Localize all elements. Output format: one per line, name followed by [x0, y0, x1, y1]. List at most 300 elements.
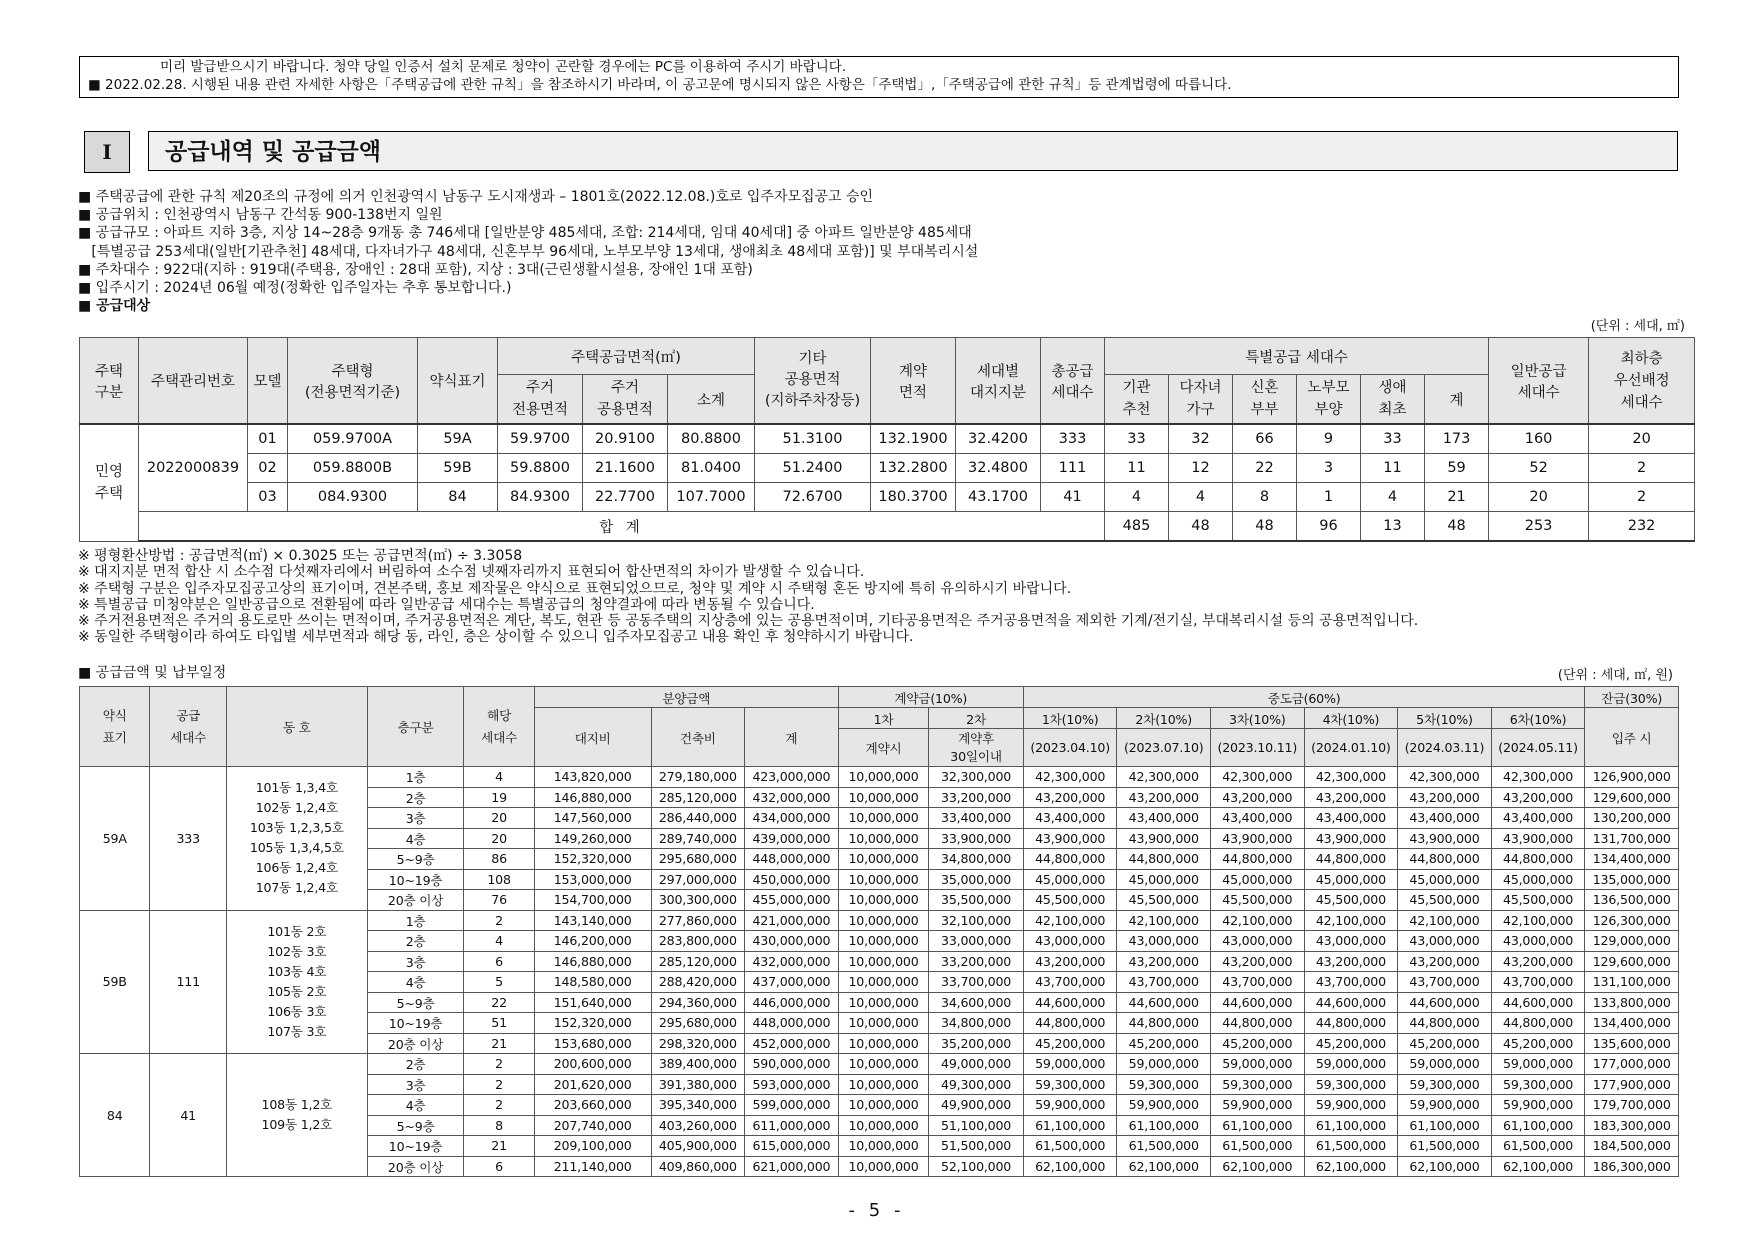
price-cell: 44,800,000 — [1117, 849, 1211, 870]
price-cell: 61,500,000 — [1117, 1136, 1211, 1157]
price-cell: 42,300,000 — [1304, 767, 1398, 788]
header-elderly: 노부모 부양 — [1297, 375, 1361, 425]
price-cell: 61,500,000 — [1023, 1136, 1117, 1157]
price-cell: 1층 — [367, 767, 464, 788]
header-land: 세대별 대지지분 — [956, 338, 1041, 425]
price-cell: 153,680,000 — [534, 1033, 651, 1054]
notice-line-1: 미리 발급받으시기 바랍니다. 청약 당일 인증서 설치 문제로 청약이 곤란할 경우에는 PC를 이용하여 주시기 바랍니다. — [160, 59, 847, 75]
price-cell: 300,300,000 — [651, 890, 745, 911]
table-cell: 84.9300 — [498, 483, 583, 512]
price-cell: 43,900,000 — [1211, 828, 1305, 849]
price-cell: 615,000,000 — [745, 1136, 839, 1157]
header-other-area: 기타 공용면적 (지하주차장등) — [755, 338, 871, 425]
price-cell: 59,000,000 — [1023, 1054, 1117, 1075]
p-header-floor: 층구분 — [367, 687, 464, 767]
info-item: ■ 주차대수 : 922대(지하 : 919대(주택용, 장애인 : 28대 포함), 지상 : 3대(근린생활시설용, 장애인 1대 포함) — [78, 261, 753, 278]
price-cell: 61,500,000 — [1398, 1136, 1492, 1157]
price-cell: 21 — [464, 1136, 534, 1157]
price-cell: 10,000,000 — [838, 1013, 929, 1034]
table-cell: 20 — [1489, 483, 1589, 512]
price-cell: 20층 이상 — [367, 1156, 464, 1177]
supply-target-unit: (단위 : 세대, ㎡) — [1590, 319, 1685, 334]
price-cell: 211,140,000 — [534, 1156, 651, 1177]
price-cell: 43,200,000 — [1491, 787, 1585, 808]
p-header-d2-when: 계약후 30일이내 — [929, 729, 1024, 767]
price-cell: 43,400,000 — [1023, 808, 1117, 829]
price-cell: 10,000,000 — [838, 951, 929, 972]
price-cell: 10~19층 — [367, 869, 464, 890]
price-cell: 59,900,000 — [1117, 1095, 1211, 1116]
price-cell: 59,300,000 — [1491, 1074, 1585, 1095]
p-header-m6: 6차(10%) — [1491, 708, 1585, 729]
price-cell: 203,660,000 — [534, 1095, 651, 1116]
supply-target-table — [79, 337, 1695, 542]
price-cell: 61,100,000 — [1398, 1115, 1492, 1136]
p-header-building: 건축비 — [651, 708, 745, 767]
price-cell: 43,900,000 — [1304, 828, 1398, 849]
price-cell: 131,700,000 — [1585, 828, 1679, 849]
table-cell: 84 — [418, 483, 498, 512]
p-header-m2-date: (2023.07.10) — [1117, 729, 1211, 767]
price-cell: 62,100,000 — [1023, 1156, 1117, 1177]
price-cell: 6 — [464, 1156, 534, 1177]
price-cell: 62,100,000 — [1398, 1156, 1492, 1177]
price-cell: 152,320,000 — [534, 1013, 651, 1034]
price-cell: 45,000,000 — [1304, 869, 1398, 890]
price-cell: 43,700,000 — [1023, 972, 1117, 993]
info-item: ■ 공급규모 : 아파트 지하 3층, 지상 14~28층 9개동 총 746세대 [일반분양 485세대, 조합: 214세대, 임대 40세대] 중 아파트 일반분양 485세대 — [78, 225, 972, 242]
price-cell: 43,700,000 — [1117, 972, 1211, 993]
price-cell: 44,800,000 — [1211, 1013, 1305, 1034]
table-cell: 160 — [1489, 424, 1589, 454]
p-header-d2: 2차 — [929, 708, 1024, 729]
dongho-line: 101동 1,3,4호 — [255, 780, 338, 796]
header-exclusive: 주거 전용면적 — [498, 375, 583, 425]
total-cell: 232 — [1589, 512, 1695, 542]
dongho-line: 103동 1,2,3,5호 — [249, 820, 344, 836]
table-cell: 111 — [1041, 454, 1105, 483]
price-unit: (단위 : 세대, ㎡, 원) — [1557, 668, 1673, 683]
price-cell: 153,000,000 — [534, 869, 651, 890]
price-cell: 43,700,000 — [1211, 972, 1305, 993]
price-cell: 45,200,000 — [1023, 1033, 1117, 1054]
price-cell: 5~9층 — [367, 849, 464, 870]
info-item: ■ 공급위치 : 인천광역시 남동구 간석동 900-138번지 일원 — [78, 207, 443, 224]
price-cell: 43,400,000 — [1304, 808, 1398, 829]
price-cell: 389,400,000 — [651, 1054, 745, 1075]
price-cell: 44,600,000 — [1117, 992, 1211, 1013]
table-cell: 9 — [1297, 424, 1361, 454]
price-cell: 448,000,000 — [745, 849, 839, 870]
table-row — [80, 424, 1695, 454]
table-cell: 8 — [1233, 483, 1297, 512]
price-cell: 285,120,000 — [651, 951, 745, 972]
p-header-m6-date: (2024.05.11) — [1491, 729, 1585, 767]
header-subtotal: 소계 — [668, 375, 755, 425]
table-cell: 51.2400 — [755, 454, 871, 483]
price-cell: 295,680,000 — [651, 1013, 745, 1034]
price-cell: 2 — [464, 1054, 534, 1075]
section-number: I — [84, 131, 130, 173]
price-cell: 129,000,000 — [1585, 931, 1679, 952]
price-cell: 44,800,000 — [1491, 1013, 1585, 1034]
price-abbr-cell: 59B — [80, 910, 150, 1054]
price-cell: 20 — [464, 828, 534, 849]
price-cell: 45,500,000 — [1491, 890, 1585, 911]
p-header-m4: 4차(10%) — [1304, 708, 1398, 729]
price-cell: 33,200,000 — [929, 787, 1024, 808]
price-cell: 59,000,000 — [1211, 1054, 1305, 1075]
price-cell: 129,600,000 — [1585, 787, 1679, 808]
dongho-line: 105동 2호 — [267, 983, 327, 999]
price-cell: 44,800,000 — [1023, 1013, 1117, 1034]
price-cell: 146,880,000 — [534, 787, 651, 808]
price-cell: 43,700,000 — [1491, 972, 1585, 993]
price-cell: 130,200,000 — [1585, 808, 1679, 829]
price-cell: 42,300,000 — [1211, 767, 1305, 788]
price-cell: 43,700,000 — [1398, 972, 1492, 993]
price-cell: 45,500,000 — [1211, 890, 1305, 911]
price-cell: 4 — [464, 767, 534, 788]
price-cell: 8 — [464, 1115, 534, 1136]
note-item: ※ 동일한 주택형이라 하여도 타입별 세부면적과 해당 동, 라인, 층은 상이할 수 있으니 입주자모집공고 내용 확인 후 청약하시기 바랍니다. — [78, 629, 914, 646]
price-cell: 42,100,000 — [1211, 910, 1305, 931]
price-cell: 129,600,000 — [1585, 951, 1679, 972]
price-cell: 62,100,000 — [1491, 1156, 1585, 1177]
table-cell: 51.3100 — [755, 424, 871, 454]
price-cell: 44,800,000 — [1117, 1013, 1211, 1034]
price-cell: 44,800,000 — [1398, 1013, 1492, 1034]
price-cell: 136,500,000 — [1585, 890, 1679, 911]
table-cell: 11 — [1361, 454, 1425, 483]
table-cell: 3 — [1297, 454, 1361, 483]
price-cell: 62,100,000 — [1211, 1156, 1305, 1177]
table-cell: 132.2800 — [871, 454, 956, 483]
price-cell: 147,560,000 — [534, 808, 651, 829]
header-newlywed: 신혼 부부 — [1233, 375, 1297, 425]
p-header-m5-date: (2024.03.11) — [1398, 729, 1492, 767]
p-header-land: 대지비 — [534, 708, 651, 767]
price-cell: 34,800,000 — [929, 1013, 1024, 1034]
header-special: 특별공급 세대수 — [1105, 338, 1489, 375]
price-cell: 10,000,000 — [838, 1115, 929, 1136]
price-cell: 44,800,000 — [1211, 849, 1305, 870]
price-cell: 10,000,000 — [838, 808, 929, 829]
table-cell: 80.8800 — [668, 424, 755, 454]
price-cell: 151,640,000 — [534, 992, 651, 1013]
price-cell: 42,300,000 — [1398, 767, 1492, 788]
table-cell: 20 — [1589, 424, 1695, 454]
price-cell: 49,000,000 — [929, 1054, 1024, 1075]
price-cell: 51,500,000 — [929, 1136, 1024, 1157]
header-multichild: 다자녀 가구 — [1169, 375, 1233, 425]
p-header-units: 공급 세대수 — [150, 687, 226, 767]
price-cell: 177,000,000 — [1585, 1054, 1679, 1075]
p-header-abbr: 약식 표기 — [80, 687, 150, 767]
table-cell: 2 — [1589, 483, 1695, 512]
price-cell: 61,500,000 — [1304, 1136, 1398, 1157]
note-item: ※ 특별공급 미청약분은 일반공급으로 전환됨에 따라 일반공급 세대수는 특별공급의 청약결과에 따라 변동될 수 있습니다. — [78, 596, 815, 613]
price-cell: 446,000,000 — [745, 992, 839, 1013]
price-cell: 2층 — [367, 931, 464, 952]
price-cell: 297,000,000 — [651, 869, 745, 890]
price-cell: 432,000,000 — [745, 951, 839, 972]
price-cell: 294,360,000 — [651, 992, 745, 1013]
price-cell: 430,000,000 — [745, 931, 839, 952]
table-cell: 173 — [1425, 424, 1489, 454]
price-cell: 44,600,000 — [1491, 992, 1585, 1013]
price-cell: 43,200,000 — [1211, 951, 1305, 972]
price-cell: 43,200,000 — [1304, 951, 1398, 972]
price-cell: 21 — [464, 1033, 534, 1054]
price-cell: 423,000,000 — [745, 767, 839, 788]
price-cell: 44,600,000 — [1398, 992, 1492, 1013]
price-cell: 59,300,000 — [1211, 1074, 1305, 1095]
table-row — [80, 483, 1695, 512]
price-cell: 43,200,000 — [1023, 951, 1117, 972]
price-cell: 590,000,000 — [745, 1054, 839, 1075]
header-firsttime: 생애 최초 — [1361, 375, 1425, 425]
price-cell: 22 — [464, 992, 534, 1013]
total-cell: 48 — [1169, 512, 1233, 542]
header-common: 주거 공용면적 — [583, 375, 668, 425]
price-cell: 42,300,000 — [1491, 767, 1585, 788]
table-cell: 059.9700A — [288, 424, 418, 454]
price-cell: 59,300,000 — [1398, 1074, 1492, 1095]
price-cell: 289,740,000 — [651, 828, 745, 849]
price-cell: 2 — [464, 910, 534, 931]
price-cell: 44,800,000 — [1491, 849, 1585, 870]
price-cell: 146,880,000 — [534, 951, 651, 972]
note-item: ※ 대지지분 면적 합산 시 소수점 다섯째자리에서 버림하여 소수점 넷째자리까지 표현되어 합산면적의 차이가 발생할 수 있습니다. — [78, 564, 865, 581]
notes-list — [78, 548, 1698, 646]
p-header-m1-date: (2023.04.10) — [1023, 729, 1117, 767]
table-cell: 22.7700 — [583, 483, 668, 512]
price-cell: 6 — [464, 951, 534, 972]
price-cell: 611,000,000 — [745, 1115, 839, 1136]
price-cell: 49,300,000 — [929, 1074, 1024, 1095]
price-cell: 62,100,000 — [1117, 1156, 1211, 1177]
price-cell: 33,400,000 — [929, 808, 1024, 829]
p-header-m4-date: (2024.01.10) — [1304, 729, 1398, 767]
dongho-cell — [226, 1054, 367, 1177]
price-row — [80, 1054, 1679, 1075]
price-cell: 43,700,000 — [1304, 972, 1398, 993]
price-cell: 201,620,000 — [534, 1074, 651, 1095]
price-cell: 34,600,000 — [929, 992, 1024, 1013]
price-cell: 61,100,000 — [1211, 1115, 1305, 1136]
dongho-line: 103동 4호 — [267, 963, 327, 979]
header-model: 모델 — [248, 338, 288, 425]
price-cell: 43,200,000 — [1117, 951, 1211, 972]
table-cell: 1 — [1297, 483, 1361, 512]
header-abbr: 약식표기 — [418, 338, 498, 425]
header-total-units: 총공급 세대수 — [1041, 338, 1105, 425]
header-lowest: 최하층 우선배정 세대수 — [1589, 338, 1695, 425]
price-cell: 52,100,000 — [929, 1156, 1024, 1177]
p-header-d1: 1차 — [838, 708, 929, 729]
p-header-count: 해당 세대수 — [464, 687, 534, 767]
price-units-cell: 333 — [150, 767, 226, 911]
price-cell: 33,200,000 — [929, 951, 1024, 972]
price-cell: 61,500,000 — [1211, 1136, 1305, 1157]
price-cell: 134,400,000 — [1585, 1013, 1679, 1034]
header-supply-area: 주택공급면적(㎡) — [498, 338, 755, 375]
price-cell: 59,900,000 — [1398, 1095, 1492, 1116]
price-cell: 5 — [464, 972, 534, 993]
price-cell: 20 — [464, 808, 534, 829]
header-institution: 기관 추천 — [1105, 375, 1169, 425]
table-cell: 32 — [1169, 424, 1233, 454]
table-cell: 59B — [418, 454, 498, 483]
price-cell: 59,300,000 — [1304, 1074, 1398, 1095]
price-units-cell: 41 — [150, 1054, 226, 1177]
price-cell: 42,300,000 — [1023, 767, 1117, 788]
price-cell: 45,000,000 — [1398, 869, 1492, 890]
total-cell: 485 — [1105, 512, 1169, 542]
price-cell: 2 — [464, 1095, 534, 1116]
dongho-line: 102동 1,2,4호 — [255, 800, 338, 816]
price-cell: 44,800,000 — [1023, 849, 1117, 870]
price-cell: 10,000,000 — [838, 849, 929, 870]
total-cell: 48 — [1233, 512, 1297, 542]
price-cell: 152,320,000 — [534, 849, 651, 870]
price-cell: 43,200,000 — [1117, 787, 1211, 808]
total-row — [80, 512, 1695, 542]
price-cell: 403,260,000 — [651, 1115, 745, 1136]
table-cell: 59.8800 — [498, 454, 583, 483]
price-cell: 126,900,000 — [1585, 767, 1679, 788]
price-cell: 10,000,000 — [838, 910, 929, 931]
p-header-balance-when: 입주 시 — [1585, 708, 1679, 767]
price-cell: 10,000,000 — [838, 1136, 929, 1157]
price-cell: 10,000,000 — [838, 1074, 929, 1095]
price-cell: 20층 이상 — [367, 890, 464, 911]
dongho-line: 107동 1,2,4호 — [255, 880, 338, 896]
price-row — [80, 910, 1679, 931]
dongho-line: 109동 1,2호 — [261, 1117, 333, 1132]
price-cell: 45,200,000 — [1211, 1033, 1305, 1054]
table-cell: 33 — [1361, 424, 1425, 454]
price-cell: 133,800,000 — [1585, 992, 1679, 1013]
table-cell: 81.0400 — [668, 454, 755, 483]
price-cell: 45,200,000 — [1398, 1033, 1492, 1054]
mgmt-no-cell: 2022000839 — [139, 424, 248, 512]
price-cell: 286,440,000 — [651, 808, 745, 829]
header-contract-area: 계약 면적 — [871, 338, 956, 425]
table-cell: 03 — [248, 483, 288, 512]
price-cell: 5~9층 — [367, 1115, 464, 1136]
price-cell: 59,300,000 — [1023, 1074, 1117, 1095]
price-cell: 154,700,000 — [534, 890, 651, 911]
price-cell: 42,300,000 — [1117, 767, 1211, 788]
total-label: 합 계 — [139, 512, 1105, 542]
price-cell: 4층 — [367, 828, 464, 849]
price-cell: 43,400,000 — [1211, 808, 1305, 829]
price-cell: 45,000,000 — [1211, 869, 1305, 890]
price-cell: 10,000,000 — [838, 1095, 929, 1116]
price-cell: 10,000,000 — [838, 828, 929, 849]
price-cell: 44,800,000 — [1304, 849, 1398, 870]
price-cell: 395,340,000 — [651, 1095, 745, 1116]
dongho-line: 101동 2호 — [267, 923, 327, 939]
price-heading: ■ 공급금액 및 납부일정 — [78, 665, 227, 681]
price-cell: 45,000,000 — [1491, 869, 1585, 890]
price-cell: 621,000,000 — [745, 1156, 839, 1177]
price-cell: 279,180,000 — [651, 767, 745, 788]
price-cell: 45,200,000 — [1304, 1033, 1398, 1054]
price-cell: 455,000,000 — [745, 890, 839, 911]
table-cell: 4 — [1105, 483, 1169, 512]
dongho-line: 105동 1,3,4,5호 — [249, 840, 344, 856]
table-cell: 180.3700 — [871, 483, 956, 512]
total-cell: 253 — [1489, 512, 1589, 542]
note-item: ※ 평형환산방법 : 공급면적(㎡) × 0.3025 또는 공급면적(㎡) ÷ 3.3058 — [78, 548, 523, 564]
price-cell: 43,900,000 — [1398, 828, 1492, 849]
price-cell: 131,100,000 — [1585, 972, 1679, 993]
price-cell: 2층 — [367, 787, 464, 808]
info-list — [78, 188, 1478, 315]
price-cell: 42,100,000 — [1491, 910, 1585, 931]
price-cell: 51 — [464, 1013, 534, 1034]
price-cell: 134,400,000 — [1585, 849, 1679, 870]
info-item: ■ 주택공급에 관한 규칙 제20조의 규정에 의거 인천광역시 남동구 도시재생과 – 1801호(2022.12.08.)호로 입주자모집공고 승인 — [78, 189, 874, 205]
table-cell: 21 — [1425, 483, 1489, 512]
price-cell: 45,000,000 — [1117, 869, 1211, 890]
price-cell: 450,000,000 — [745, 869, 839, 890]
price-cell: 59,900,000 — [1211, 1095, 1305, 1116]
p-header-deposit: 계약금(10%) — [838, 687, 1023, 708]
table-cell: 52 — [1489, 454, 1589, 483]
price-cell: 391,380,000 — [651, 1074, 745, 1095]
price-cell: 295,680,000 — [651, 849, 745, 870]
price-cell: 298,320,000 — [651, 1033, 745, 1054]
price-cell: 448,000,000 — [745, 1013, 839, 1034]
p-header-m3: 3차(10%) — [1211, 708, 1305, 729]
price-cell: 33,000,000 — [929, 931, 1024, 952]
total-cell: 13 — [1361, 512, 1425, 542]
price-abbr-cell: 84 — [80, 1054, 150, 1177]
page-number: - 5 - — [848, 1200, 905, 1221]
price-cell: 200,600,000 — [534, 1054, 651, 1075]
price-cell: 135,600,000 — [1585, 1033, 1679, 1054]
dongho-line: 108동 1,2호 — [261, 1097, 333, 1112]
price-row — [80, 767, 1679, 788]
price-cell: 184,500,000 — [1585, 1136, 1679, 1157]
table-cell: 12 — [1169, 454, 1233, 483]
price-cell: 146,200,000 — [534, 931, 651, 952]
table-cell: 59A — [418, 424, 498, 454]
price-cell: 593,000,000 — [745, 1074, 839, 1095]
header-special-sum: 계 — [1425, 375, 1489, 425]
price-cell: 44,800,000 — [1398, 849, 1492, 870]
header-mgmt-no: 주택관리번호 — [139, 338, 248, 425]
price-cell: 10,000,000 — [838, 972, 929, 993]
p-header-middle: 중도금(60%) — [1023, 687, 1585, 708]
price-cell: 10~19층 — [367, 1013, 464, 1034]
p-header-m2: 2차(10%) — [1117, 708, 1211, 729]
note-item: ※ 주택형 구분은 입주자모집공고상의 표기이며, 견본주택, 홍보 제작물은 약식으로 표현되었으므로, 청약 및 계약 시 주택형 혼돈 방지에 특히 유의하시기 바랍니다. — [78, 580, 1072, 597]
price-abbr-cell: 59A — [80, 767, 150, 911]
price-cell: 45,200,000 — [1117, 1033, 1211, 1054]
dongho-cell — [226, 767, 367, 911]
price-cell: 45,500,000 — [1117, 890, 1211, 911]
price-cell: 49,900,000 — [929, 1095, 1024, 1116]
price-cell: 43,000,000 — [1023, 931, 1117, 952]
price-cell: 1층 — [367, 910, 464, 931]
price-cell: 434,000,000 — [745, 808, 839, 829]
price-table — [79, 686, 1679, 1177]
